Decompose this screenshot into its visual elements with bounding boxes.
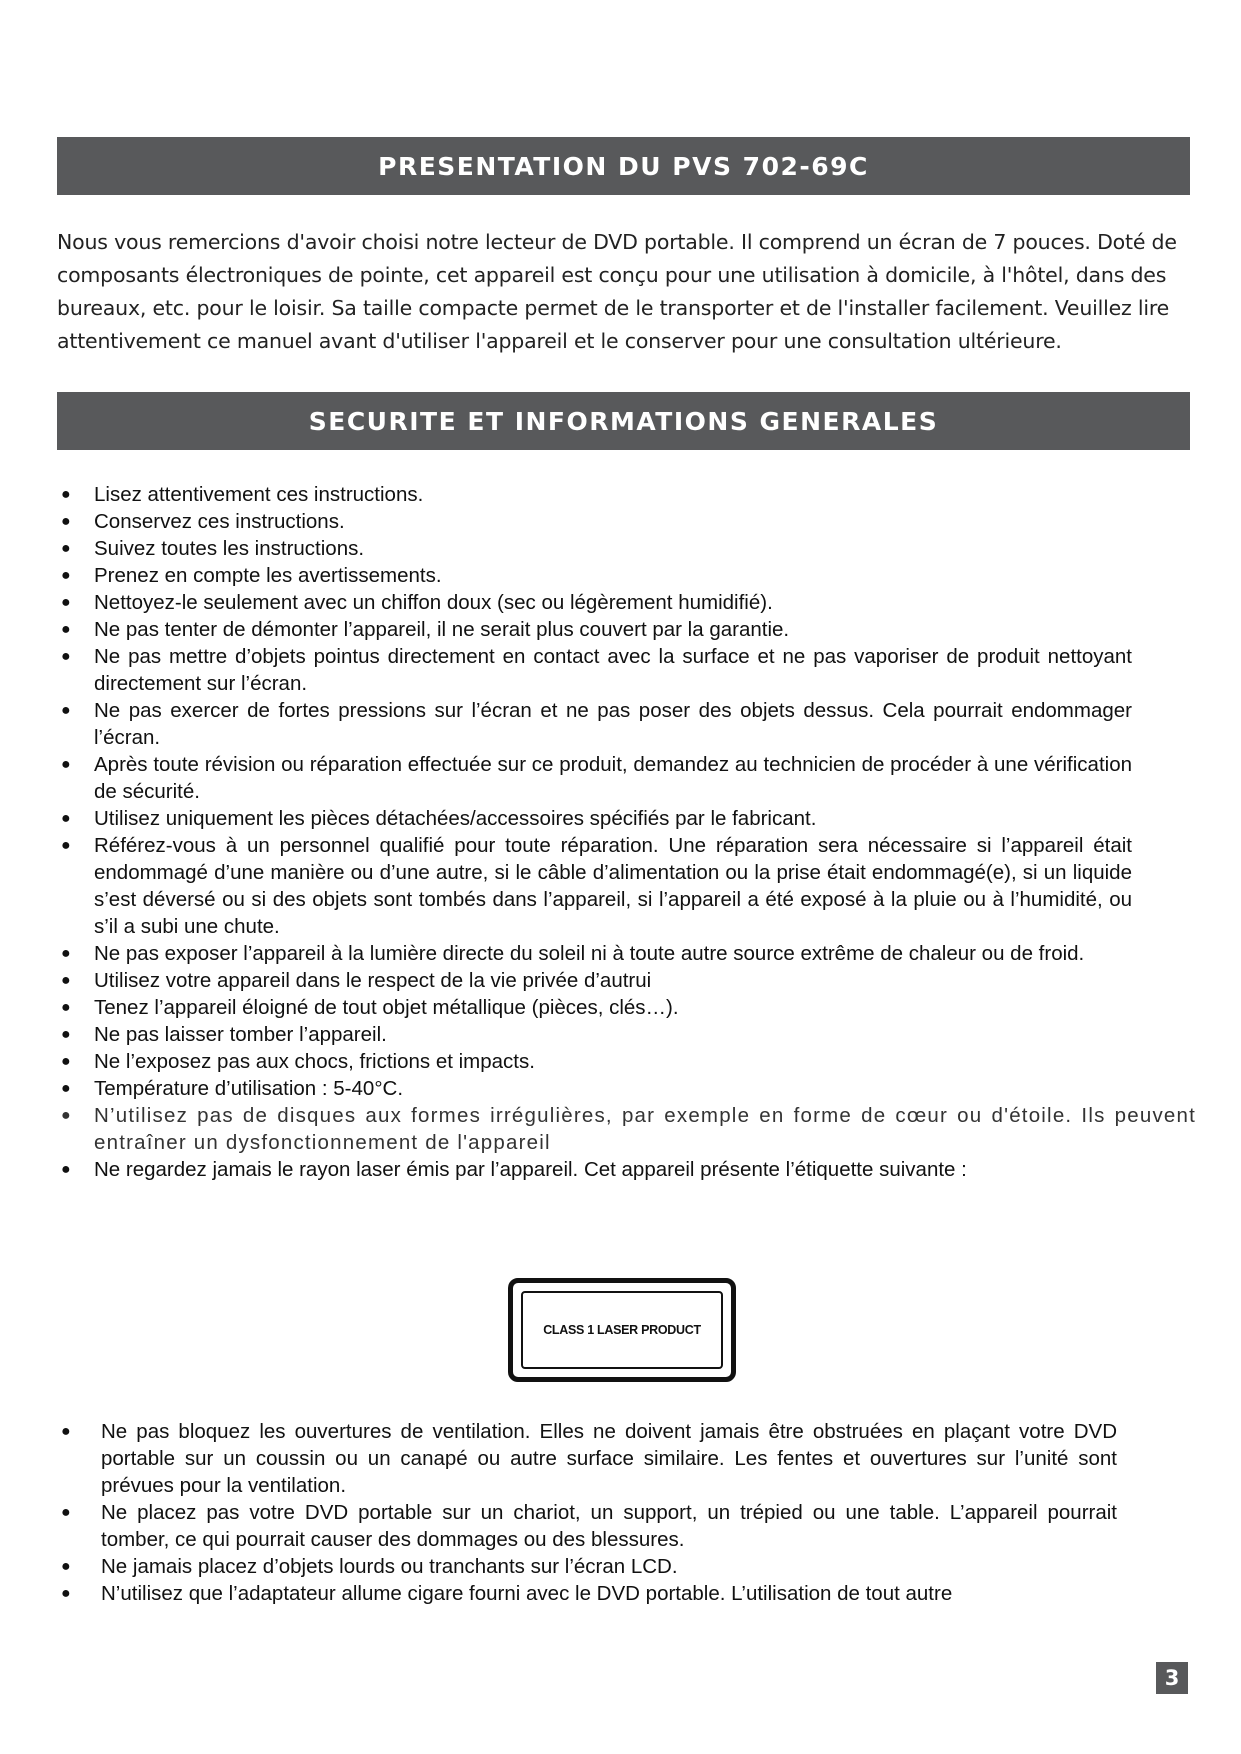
presentation-title: PRESENTATION DU PVS 702-69C bbox=[378, 151, 869, 181]
bullet-icon: ● bbox=[61, 1504, 71, 1521]
list-item: ● Ne jamais placez d’objets lourds ou tranchants sur l’écran LCD. bbox=[61, 1555, 678, 1578]
bullet-icon: ● bbox=[61, 1107, 72, 1124]
list-item: ● Ne pas tenter de démonter l’appareil, il ne serait plus couvert par la garantie. bbox=[61, 618, 790, 641]
intro-paragraph: Nous vous remercions d'avoir choisi notre lecteur de DVD portable. Il comprend un écran de 7 pouces. Doté de composants électroniques de pointe, cet appareil est conçu pour une utilisation à domicile, à l'hôtel, dans des bureaux, etc. pour le loisir. Sa taille compacte permet de le transporter et de l'installer facilement. Veuillez lire attentivement ce manuel avant d'utiliser l'appareil et le conserver pour une consultation ultérieure. bbox=[57, 230, 1177, 353]
list-item: ● Tenez l’appareil éloigné de tout objet métallique (pièces, clés…). bbox=[61, 996, 679, 1019]
list-item: ● Conservez ces instructions. bbox=[61, 510, 345, 533]
list-item: ● Température d’utilisation : 5-40°C. bbox=[61, 1077, 404, 1100]
list-item: ● Après toute révision ou réparation effectuée sur ce produit, demandez au technicien de procéder à une vérification de sécurité. bbox=[61, 753, 1132, 803]
list-item: ● N’utilisez que l’adaptateur allume cigare fourni avec le DVD portable. L’utilisation de tout autre bbox=[61, 1582, 953, 1605]
bullet-icon: ● bbox=[61, 567, 71, 584]
bullet-icon: ● bbox=[61, 1080, 71, 1097]
bullet-icon: ● bbox=[61, 1558, 71, 1575]
list-item: ● Ne pas exposer l’appareil à la lumière directe du soleil ni à toute autre source extrême de chaleur ou de froid. bbox=[61, 942, 1085, 965]
list-item: ● N’utilisez pas de disques aux formes irrégulières, par exemple en forme de cœur ou d'étoile. Ils peuvent entraîner un dysfonctionnement de l'appareil bbox=[61, 1104, 1196, 1154]
list-item: ● Ne placez pas votre DVD portable sur un chariot, un support, un trépied ou une table. L’appareil pourrait tomber, ce qui pourrait causer des dommages ou des blessures. bbox=[61, 1501, 1117, 1551]
list-item: ● Ne pas laisser tomber l’appareil. bbox=[61, 1023, 387, 1046]
list-item: ● Ne pas bloquez les ouvertures de ventilation. Elles ne doivent jamais être obstruées en plaçant votre DVD portable sur un coussin ou un canapé ou autre surface similaire. Les fentes et ouvertures sur l’unité sont prévues pour la ventilation. bbox=[61, 1420, 1117, 1497]
list-item: ● Ne regardez jamais le rayon laser émis par l’appareil. Cet appareil présente l’étiquette suivante : bbox=[61, 1158, 967, 1181]
securite-heading bbox=[57, 392, 1190, 450]
page-number: 3 bbox=[1156, 1662, 1188, 1694]
safety-list-continued bbox=[57, 1418, 1117, 1607]
bullet-icon: ● bbox=[61, 999, 71, 1016]
bullet-icon: ● bbox=[61, 1161, 71, 1178]
list-item: ● Référez-vous à un personnel qualifié pour toute réparation. Une réparation sera nécessaire si l’appareil était endommagé d’une manière ou d’une autre, si le câble d’alimentation ou la prise était endommagé(e), si un liquide s’est déversé ou si des objets sont tombés dans l’appareil, si l’appareil a été exposé à la pluie ou à l’humidité, ou s’il a subi une chute. bbox=[61, 834, 1132, 938]
bullet-icon: ● bbox=[61, 1585, 71, 1602]
bullet-icon: ● bbox=[61, 837, 71, 854]
list-item: ● Suivez toutes les instructions. bbox=[61, 537, 365, 560]
list-item: ● Ne pas mettre d’objets pointus directement en contact avec la surface et ne pas vaporiser de produit nettoyant directement sur l’écran. bbox=[61, 645, 1132, 695]
list-item: ● Utilisez uniquement les pièces détachées/accessoires spécifiés par le fabricant. bbox=[61, 807, 817, 830]
list-item: ● Utilisez votre appareil dans le respect de la vie privée d’autrui bbox=[61, 969, 652, 992]
bullet-icon: ● bbox=[61, 756, 71, 773]
bullet-icon: ● bbox=[61, 621, 71, 638]
bullet-icon: ● bbox=[61, 486, 71, 503]
bullet-icon: ● bbox=[61, 945, 71, 962]
safety-list bbox=[57, 481, 1196, 1183]
securite-title: SECURITE ET INFORMATIONS GENERALES bbox=[308, 406, 939, 436]
bullet-icon: ● bbox=[61, 1026, 71, 1043]
list-item: ● Lisez attentivement ces instructions. bbox=[61, 483, 424, 506]
bullet-icon: ● bbox=[61, 702, 71, 719]
laser-label-text: CLASS 1 LASER PRODUCT bbox=[543, 1323, 701, 1337]
list-item: ● Prenez en compte les avertissements. bbox=[61, 564, 442, 587]
bullet-icon: ● bbox=[61, 648, 71, 665]
bullet-icon: ● bbox=[61, 1053, 71, 1070]
laser-product-label bbox=[508, 1278, 736, 1382]
list-item: ● Nettoyez-le seulement avec un chiffon doux (sec ou légèrement humidifié). bbox=[61, 591, 773, 614]
bullet-icon: ● bbox=[61, 540, 71, 557]
laser-label-inner bbox=[521, 1291, 723, 1369]
bullet-icon: ● bbox=[61, 810, 71, 827]
bullet-icon: ● bbox=[61, 513, 71, 530]
bullet-icon: ● bbox=[61, 594, 71, 611]
presentation-heading bbox=[57, 137, 1190, 195]
list-item: ● Ne pas exercer de fortes pressions sur l’écran et ne pas poser des objets dessus. Cela pourrait endommager l’écran. bbox=[61, 699, 1132, 749]
bullet-icon: ● bbox=[61, 972, 71, 989]
bullet-icon: ● bbox=[61, 1423, 71, 1440]
list-item: ● Ne l’exposez pas aux chocs, frictions et impacts. bbox=[61, 1050, 535, 1073]
